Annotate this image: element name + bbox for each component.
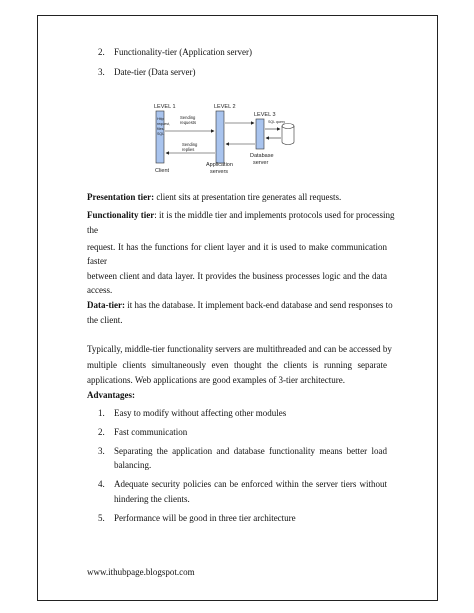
app-server-bar bbox=[216, 111, 224, 163]
list-item: Easy to modify without affecting other modules bbox=[114, 408, 287, 418]
list-number: 5. bbox=[98, 513, 105, 523]
sending-replies-label: Sending bbox=[182, 142, 198, 147]
list-number: 1. bbox=[98, 408, 105, 418]
list-item: Performance will be good in three tier architecture bbox=[114, 513, 296, 523]
footer-url: www.ithubpage.blogspot.com bbox=[87, 567, 195, 577]
list-item-continuation: hindering the clients. bbox=[114, 494, 190, 504]
sending-requests-label: Sending bbox=[180, 115, 196, 120]
list-number: 2. bbox=[98, 47, 105, 57]
advantages-heading: Advantages: bbox=[87, 390, 136, 400]
sending-replies-label: replies bbox=[182, 147, 195, 152]
client-label: Client bbox=[155, 168, 170, 174]
list-item: Date-tier (Data server) bbox=[114, 67, 196, 77]
text-line: request. It has the functions for client layer and it is used to make communication bbox=[87, 242, 387, 252]
app-servers-label: servers bbox=[210, 169, 229, 175]
client-box-line: Http bbox=[157, 117, 164, 121]
data-tier-line: Data-tier: it has the database. It implement back-end database and send responses to bbox=[87, 300, 393, 310]
level2-label: LEVEL 2 bbox=[214, 104, 236, 110]
functionality-tier-line: Functionality tier: it is the middle tier and implements protocols used for processing bbox=[87, 210, 395, 220]
text-line: faster bbox=[87, 256, 107, 266]
list-number: 2. bbox=[98, 427, 105, 437]
database-cylinder-icon bbox=[282, 124, 294, 145]
sql-query-label: SQL query bbox=[268, 120, 286, 124]
list-item: Functionality-tier (Application server) bbox=[114, 47, 252, 57]
sending-requests-label: requests bbox=[180, 120, 197, 125]
list-item: Fast communication bbox=[114, 427, 188, 437]
client-box-line: request, bbox=[157, 122, 170, 126]
db-server-bar bbox=[256, 119, 264, 149]
text-line: multiple clients simultaneously even thought the clients is running separate bbox=[87, 360, 387, 370]
client-box-line: files, bbox=[157, 127, 165, 131]
list-number: 3. bbox=[98, 67, 105, 77]
list-item-continuation: balancing. bbox=[114, 460, 152, 470]
text-line: access. bbox=[87, 285, 113, 295]
text-line: applications. Web applications are good examples of 3-tier architecture. bbox=[87, 375, 346, 385]
list-item: Separating the application and database functionality means better load bbox=[114, 446, 387, 456]
list-number: 3. bbox=[98, 446, 105, 456]
db-server-label: server bbox=[253, 160, 269, 166]
level1-label: LEVEL 1 bbox=[154, 104, 176, 110]
text-line: between client and data layer. It provides the business processes logic and the data bbox=[87, 271, 387, 281]
list-number: 4. bbox=[98, 479, 105, 489]
presentation-tier-line: Presentation tier: client sits at presentation tire generates all requests. bbox=[87, 192, 342, 202]
list-item: Adequate security policies can be enforced within the server tiers without bbox=[114, 479, 387, 489]
three-tier-diagram bbox=[150, 100, 310, 178]
db-server-label: Database bbox=[250, 153, 274, 159]
text-line: Typically, middle-tier functionality servers are multithreaded and can be accessed by bbox=[87, 344, 392, 354]
text-line: the client. bbox=[87, 315, 123, 325]
level3-label: LEVEL 3 bbox=[254, 112, 276, 118]
text-line: the bbox=[87, 225, 98, 235]
app-servers-label: Application bbox=[206, 162, 233, 168]
client-box-line: SQL bbox=[157, 132, 165, 136]
